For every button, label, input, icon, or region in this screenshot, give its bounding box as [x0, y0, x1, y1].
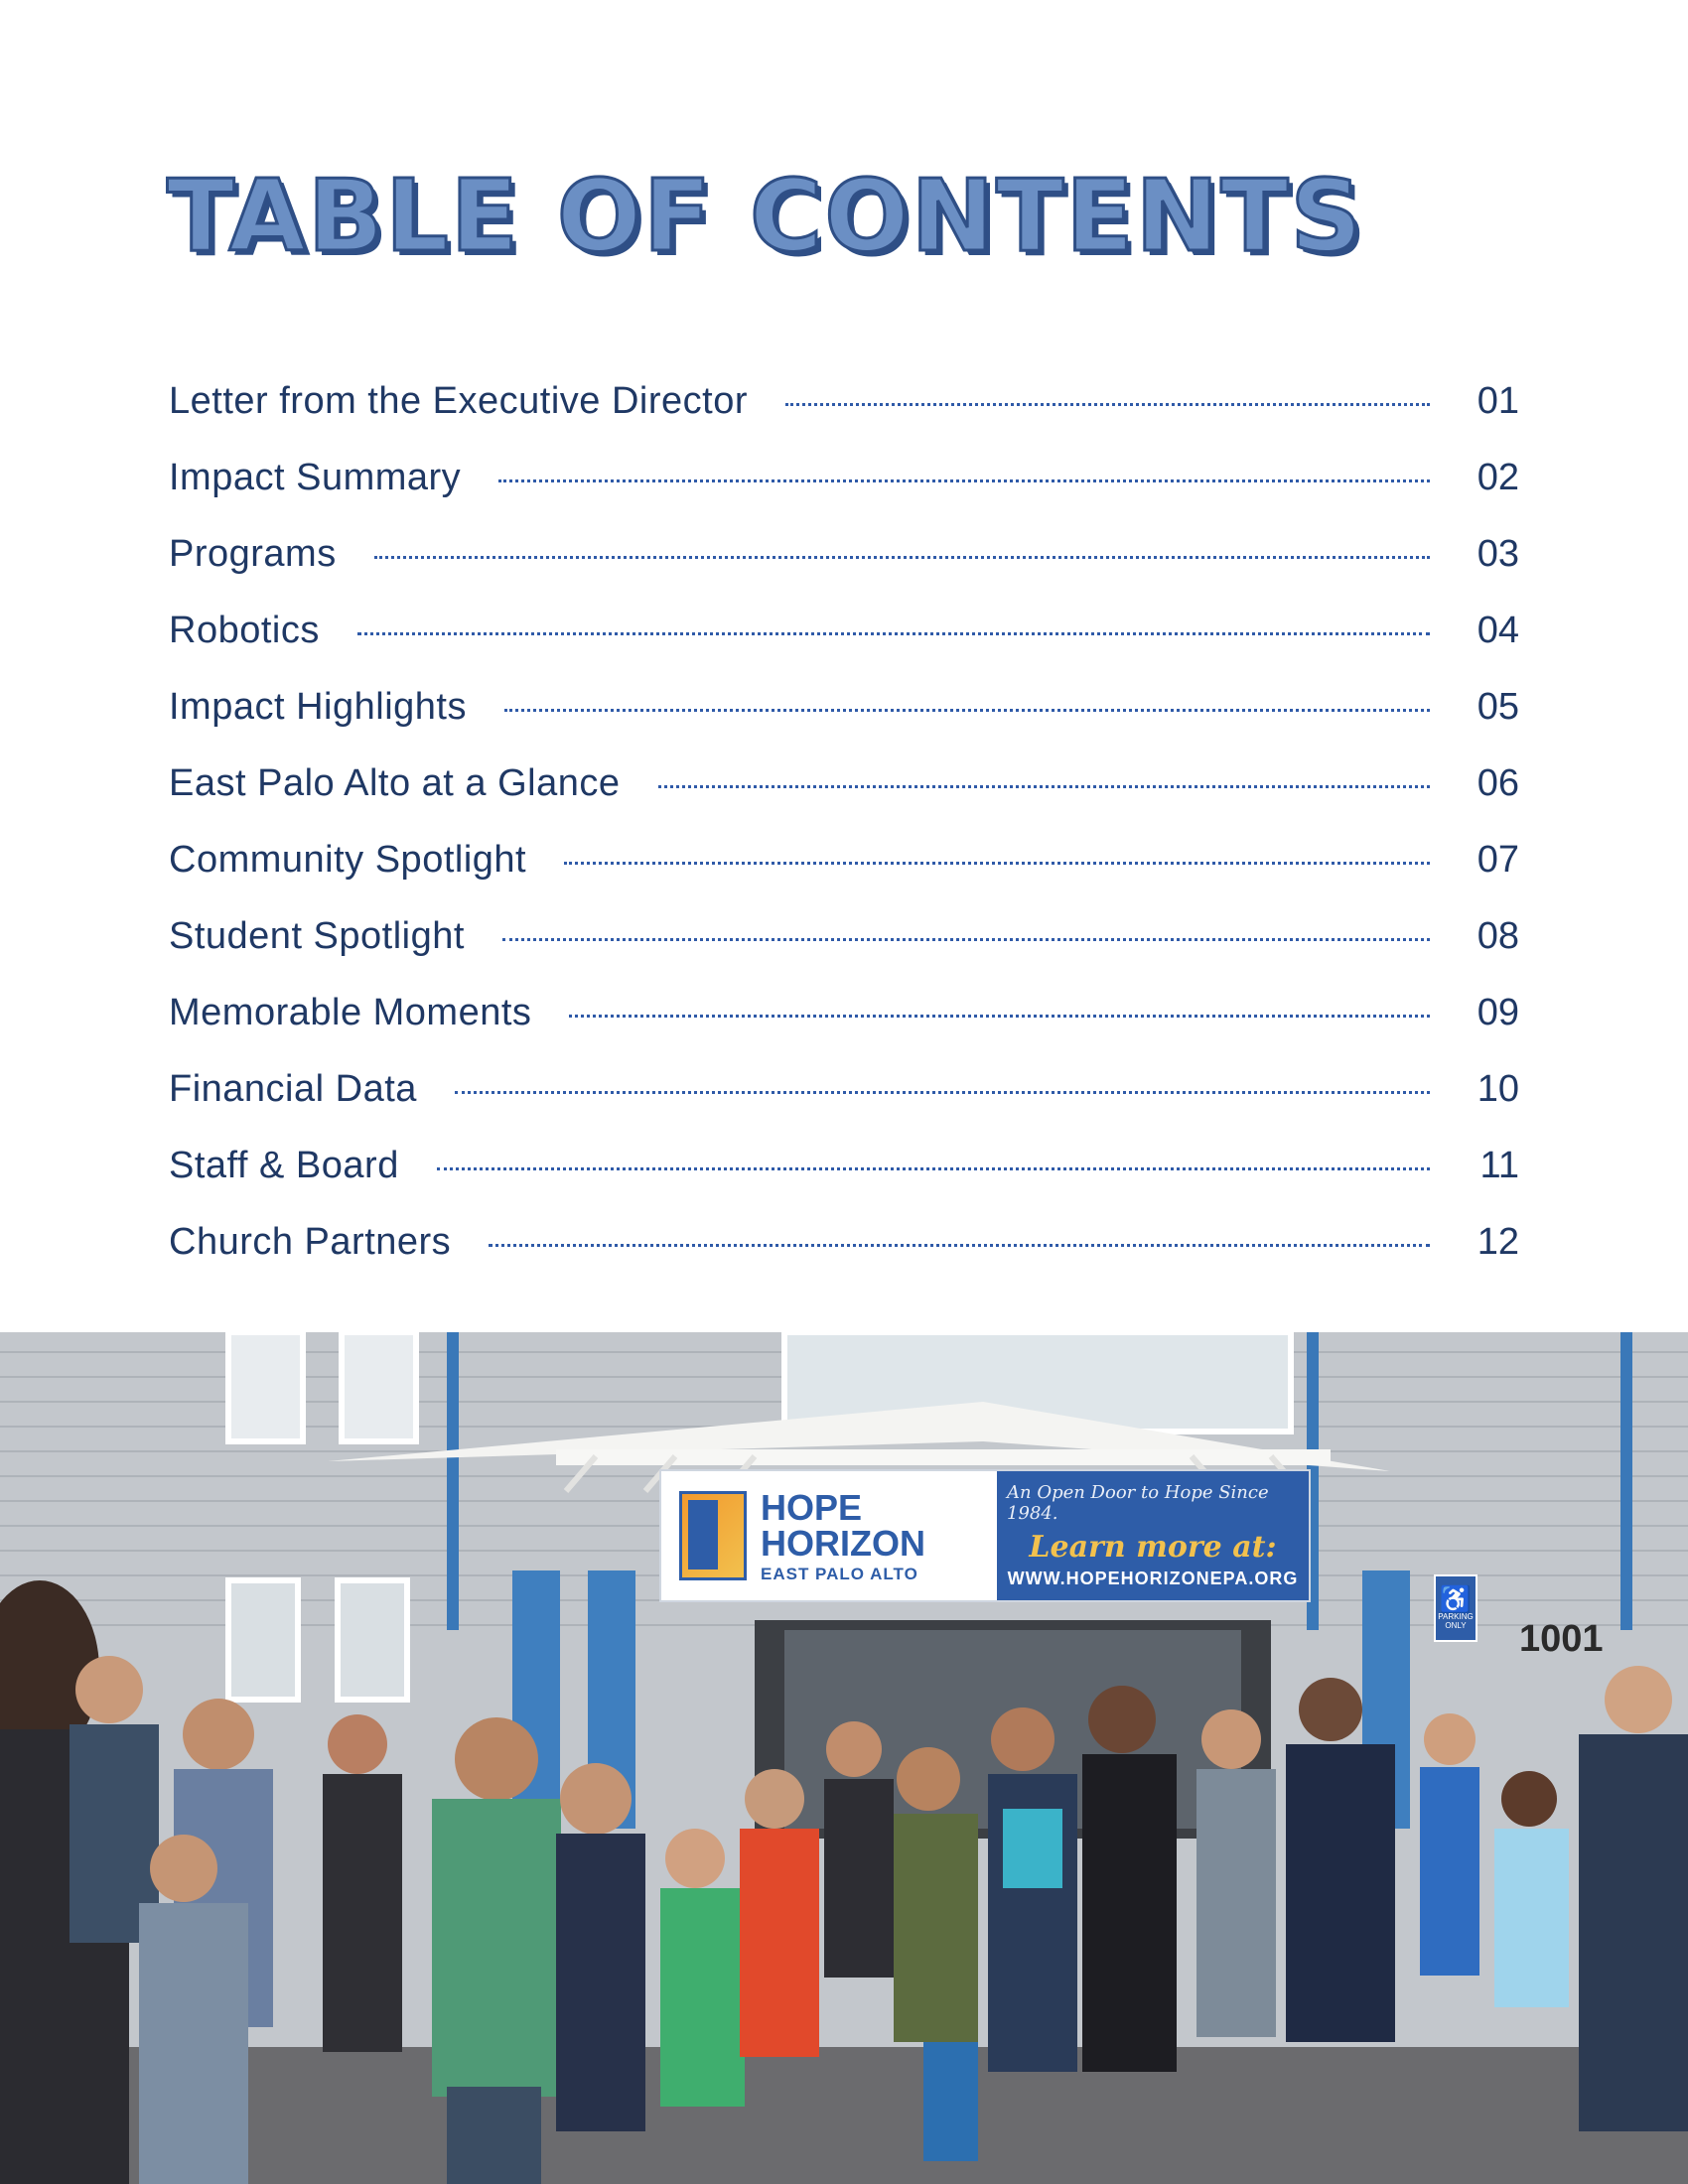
dot-leader: [504, 709, 1430, 712]
toc-item-label: Community Spotlight: [169, 839, 527, 881]
toc-item-label: Robotics: [169, 610, 320, 651]
toc-item[interactable]: [169, 363, 1519, 440]
toc-item-page: 09: [1477, 992, 1519, 1033]
brand-wordmark: [761, 1486, 925, 1583]
toc-item-label: Programs: [169, 533, 337, 575]
toc-item[interactable]: [169, 1051, 1519, 1128]
toc-item-page: 08: [1477, 915, 1519, 957]
page-title: TABLE OF CONTENTS: [167, 158, 1364, 274]
toc-item-label: Memorable Moments: [169, 992, 532, 1033]
dot-leader: [437, 1167, 1430, 1170]
brand-line-location: EAST PALO ALTO: [761, 1564, 918, 1583]
toc-item[interactable]: [169, 516, 1519, 593]
toc-item[interactable]: [169, 593, 1519, 669]
hope-horizon-banner: [659, 1469, 1311, 1602]
dot-leader: [785, 403, 1430, 406]
toc-item[interactable]: [169, 669, 1519, 746]
dot-leader: [489, 1244, 1430, 1247]
banner-tagline: An Open Door to Hope Since 1984.: [1007, 1482, 1269, 1524]
toc-item[interactable]: [169, 822, 1519, 898]
toc-item-page: 10: [1477, 1068, 1519, 1110]
dot-leader: [374, 556, 1430, 559]
toc-item-page: 06: [1477, 762, 1519, 804]
community-photo: [0, 1332, 1688, 2184]
dot-leader: [498, 479, 1430, 482]
toc-item[interactable]: [169, 746, 1519, 822]
toc-item-page: 07: [1477, 839, 1519, 881]
accessible-parking-sign: [1434, 1574, 1477, 1642]
toc-list: [169, 363, 1519, 1281]
toc-item-label: Impact Summary: [169, 457, 462, 498]
toc-item-label: Staff & Board: [169, 1145, 399, 1186]
toc-item-page: 02: [1477, 457, 1519, 498]
brand-line-horizon: HORIZON: [761, 1522, 925, 1564]
brand-line-hope: HOPE: [761, 1486, 863, 1528]
open-door-icon: [679, 1491, 747, 1580]
toc-item-label: East Palo Alto at a Glance: [169, 762, 621, 804]
dot-leader: [658, 785, 1431, 788]
toc-item[interactable]: [169, 975, 1519, 1051]
toc-item-label: Letter from the Executive Director: [169, 380, 748, 422]
dot-leader: [357, 632, 1430, 635]
toc-item-label: Church Partners: [169, 1221, 452, 1263]
dot-leader: [564, 862, 1430, 865]
dot-leader: [455, 1091, 1430, 1094]
toc-item-page: 01: [1477, 380, 1519, 422]
banner-message: [997, 1471, 1309, 1600]
toc-item-page: 05: [1477, 686, 1519, 728]
toc-item-page: 04: [1477, 610, 1519, 651]
toc-item-label: Financial Data: [169, 1068, 417, 1110]
toc-item-page: 12: [1477, 1221, 1519, 1263]
dot-leader: [502, 938, 1430, 941]
parking-sign-text: PARKING ONLY: [1438, 1612, 1474, 1630]
toc-item-page: 03: [1477, 533, 1519, 575]
toc-item[interactable]: [169, 440, 1519, 516]
building-number: 1001: [1519, 1618, 1604, 1660]
toc-item-page: 11: [1479, 1145, 1519, 1186]
toc-item[interactable]: [169, 1128, 1519, 1204]
banner-brand: [661, 1471, 997, 1600]
dot-leader: [569, 1015, 1430, 1018]
toc-item[interactable]: [169, 898, 1519, 975]
banner-learn-more: Learn more at:: [1029, 1530, 1277, 1565]
toc-item-label: Impact Highlights: [169, 686, 467, 728]
banner-website: WWW.HOPEHORIZONEPA.ORG: [1007, 1569, 1299, 1588]
photo-scene: [0, 1332, 1688, 2184]
wheelchair-icon: ♿: [1439, 1584, 1473, 1614]
toc-item-label: Student Spotlight: [169, 915, 465, 957]
toc-item[interactable]: [169, 1204, 1519, 1281]
